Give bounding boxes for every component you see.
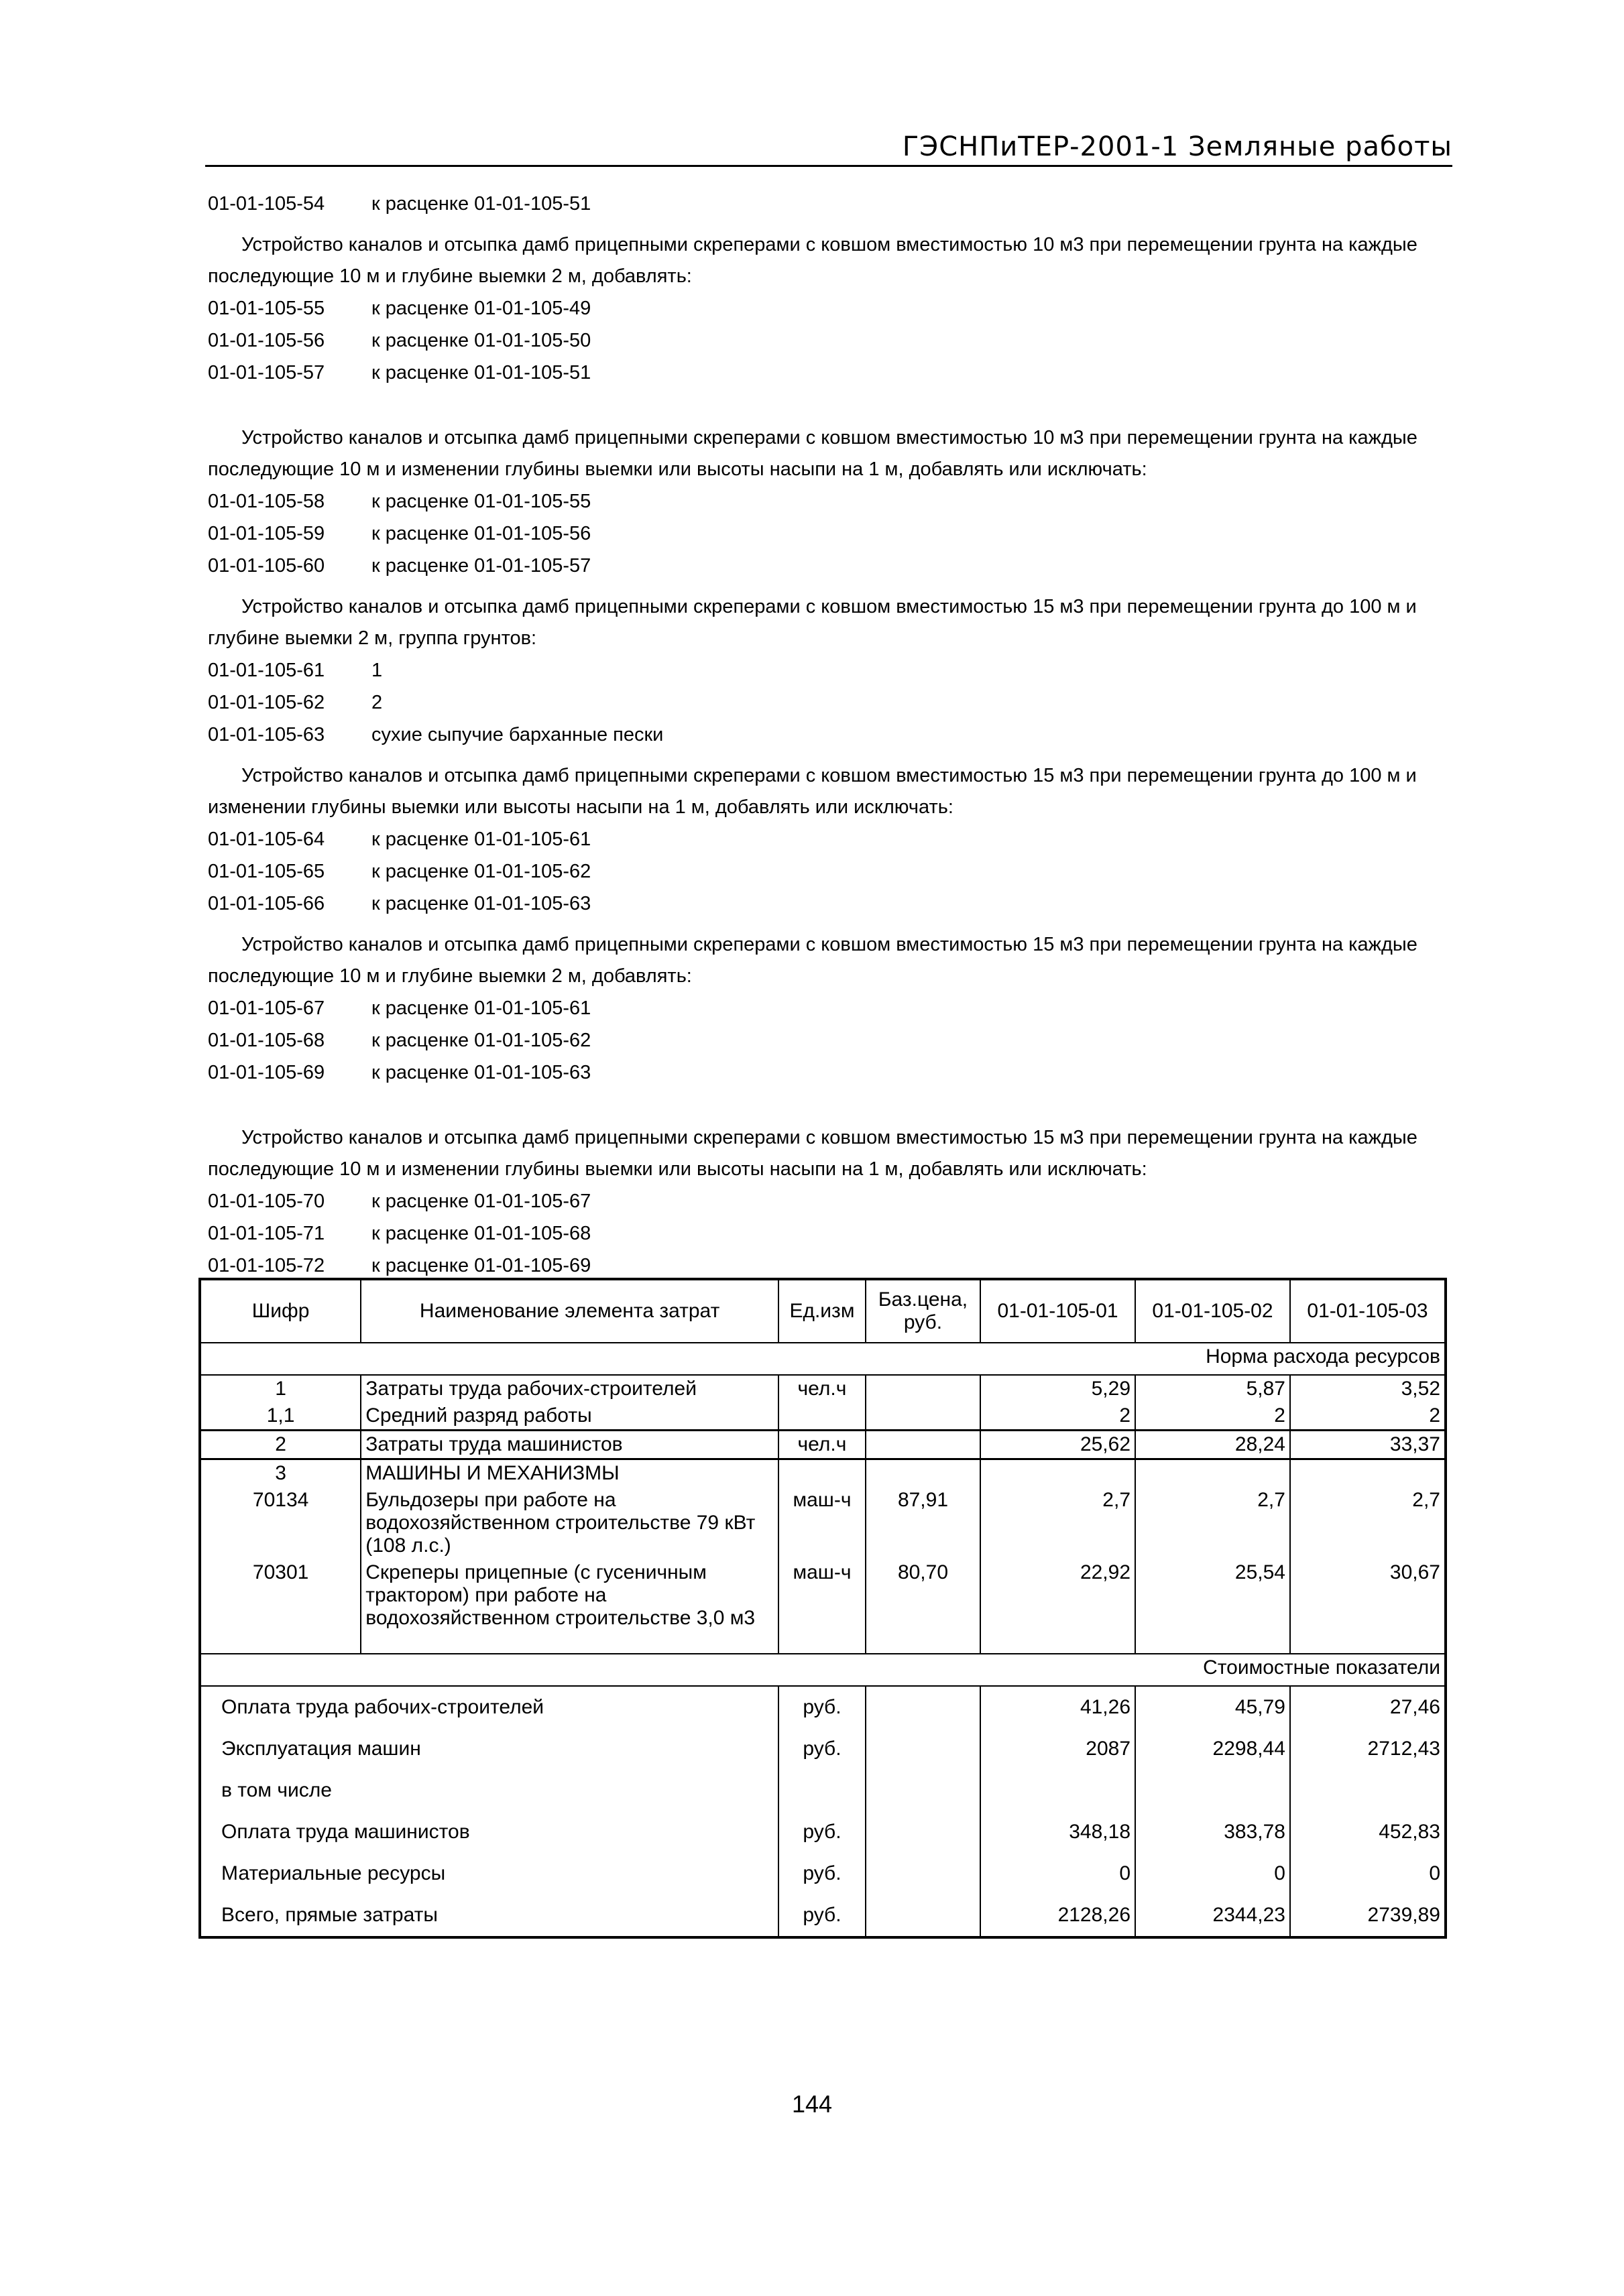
section-description: Устройство каналов и отсыпка дамб прицепными скреперами с ковшом вместимостью 15 м3 при перемещении грунта до 100 м и изменении глубины выемки или высоты насыпи на 1 м, добавлять или исключать:	[208, 765, 1417, 818]
rate-row	[208, 1024, 1452, 1056]
section-description: Устройство каналов и отсыпка дамб прицепными скреперами с ковшом вместимостью 10 м3 при перемещении грунта на каждые последующие 10 м и глубине выемки 2 м, добавлять:	[208, 234, 1417, 287]
row-name: Бульдозеры при работе на водохозяйственном строительстве 79 кВт (108 л.с.)	[361, 1487, 778, 1559]
row-code: 3	[200, 1459, 361, 1488]
table-header-row	[200, 1279, 1446, 1343]
cost-price	[866, 1811, 980, 1853]
row-value-col1: 25,62	[980, 1431, 1135, 1459]
row-name: Затраты труда машинистов	[361, 1431, 778, 1459]
rate-code: 01-01-105-63	[208, 724, 325, 745]
table-row	[200, 1487, 1446, 1559]
rate-code: 01-01-105-57	[208, 362, 325, 383]
cost-price	[866, 1686, 980, 1728]
rate-description: к расценке 01-01-105-57	[371, 555, 591, 577]
cost-name: в том числе	[200, 1770, 778, 1811]
table-row	[200, 1431, 1446, 1459]
rate-code: 01-01-105-65	[208, 861, 325, 882]
rate-row	[208, 357, 1452, 389]
rate-row	[208, 518, 1452, 550]
cost-unit: руб.	[778, 1811, 866, 1853]
cost-name: Всего, прямые затраты	[200, 1894, 778, 1937]
rate-row	[208, 823, 1452, 855]
rate-description: к расценке 01-01-105-50	[371, 330, 591, 351]
row-price	[866, 1375, 980, 1402]
row-value-col2: 28,24	[1135, 1431, 1290, 1459]
rate-code: 01-01-105-58	[208, 491, 325, 512]
row-price	[866, 1402, 980, 1431]
cost-value-col1	[980, 1770, 1135, 1811]
cost-row	[200, 1811, 1446, 1853]
row-code: 1,1	[200, 1402, 361, 1431]
cost-value-col2	[1135, 1770, 1290, 1811]
rate-code: 01-01-105-55	[208, 298, 325, 319]
row-name: Затраты труда рабочих-строителей	[361, 1375, 778, 1402]
header-title: ГЭСНПиТЕР-2001-1 Земляные работы	[902, 131, 1452, 162]
row-value-col3: 2	[1290, 1402, 1446, 1431]
rate-description: к расценке 01-01-105-51	[371, 193, 591, 215]
header-unit: Ед.изм	[778, 1279, 866, 1343]
rate-description: 1	[371, 660, 383, 681]
spacer-cell	[1135, 1632, 1290, 1654]
row-name: МАШИНЫ И МЕХАНИЗМЫ	[361, 1459, 778, 1488]
cost-value-col2: 2344,23	[1135, 1894, 1290, 1937]
cost-unit: руб.	[778, 1894, 866, 1937]
spacer-cell	[200, 1632, 361, 1654]
rate-row	[208, 654, 1452, 686]
cost-row	[200, 1894, 1446, 1937]
row-unit: чел.ч	[778, 1431, 866, 1459]
rate-row	[208, 1250, 1452, 1282]
spacer-cell	[361, 1632, 778, 1654]
rate-description: к расценке 01-01-105-61	[371, 829, 591, 850]
row-code: 70301	[200, 1559, 361, 1632]
row-value-col1	[980, 1459, 1135, 1488]
rate-description: к расценке 01-01-105-62	[371, 1030, 591, 1051]
cost-price	[866, 1853, 980, 1894]
rate-description: к расценке 01-01-105-51	[371, 362, 591, 383]
rate-code: 01-01-105-56	[208, 330, 325, 351]
section-description: Устройство каналов и отсыпка дамб прицепными скреперами с ковшом вместимостью 10 м3 при перемещении грунта на каждые последующие 10 м и изменении глубины выемки или высоты насыпи на 1 м, добавлять или исключать:	[208, 427, 1417, 480]
rate-description: к расценке 01-01-105-55	[371, 491, 591, 512]
spacer	[208, 1089, 1452, 1113]
cost-name: Материальные ресурсы	[200, 1853, 778, 1894]
cost-unit: руб.	[778, 1728, 866, 1770]
row-unit: маш-ч	[778, 1487, 866, 1559]
rate-row	[208, 485, 1452, 518]
rate-row	[208, 855, 1452, 888]
row-name: Средний разряд работы	[361, 1402, 778, 1431]
rate-row	[208, 324, 1452, 357]
cost-value-col1: 41,26	[980, 1686, 1135, 1728]
row-value-col1: 2,7	[980, 1487, 1135, 1559]
section-description: Устройство каналов и отсыпка дамб прицепными скреперами с ковшом вместимостью 15 м3 при перемещении грунта на каждые последующие 10 м и изменении глубины выемки или высоты насыпи на 1 м, добавлять или исключать:	[208, 1127, 1417, 1180]
cost-value-col1: 348,18	[980, 1811, 1135, 1853]
cost-name: Оплата труда рабочих-строителей	[200, 1686, 778, 1728]
row-value-col1: 5,29	[980, 1375, 1135, 1402]
rate-description: к расценке 01-01-105-69	[371, 1255, 591, 1276]
spacer-cell	[778, 1632, 866, 1654]
spacer	[208, 389, 1452, 413]
row-code: 2	[200, 1431, 361, 1459]
rate-code: 01-01-105-70	[208, 1191, 325, 1212]
row-unit	[778, 1402, 866, 1431]
row-unit	[778, 1459, 866, 1488]
norm-section-row	[200, 1343, 1446, 1375]
row-value-col3: 2,7	[1290, 1487, 1446, 1559]
row-value-col2: 25,54	[1135, 1559, 1290, 1632]
rate-row	[208, 292, 1452, 324]
rate-description: к расценке 01-01-105-67	[371, 1191, 591, 1212]
cost-row	[200, 1770, 1446, 1811]
cost-value-col1: 2128,26	[980, 1894, 1135, 1937]
resource-norm-table	[198, 1278, 1447, 1939]
cost-section-row	[200, 1654, 1446, 1686]
header-col2: 01-01-105-02	[1135, 1279, 1290, 1343]
cost-value-col3: 2739,89	[1290, 1894, 1446, 1937]
cost-price	[866, 1728, 980, 1770]
rate-code: 01-01-105-59	[208, 523, 325, 544]
table-row	[200, 1402, 1446, 1431]
cost-unit	[778, 1770, 866, 1811]
cost-value-col2: 45,79	[1135, 1686, 1290, 1728]
rate-description: к расценке 01-01-105-49	[371, 298, 591, 319]
rate-description: к расценке 01-01-105-62	[371, 861, 591, 882]
row-value-col3: 30,67	[1290, 1559, 1446, 1632]
row-value-col2	[1135, 1459, 1290, 1488]
cost-row	[200, 1686, 1446, 1728]
rate-description: к расценке 01-01-105-61	[371, 998, 591, 1019]
row-name: Скреперы прицепные (с гусеничным трактором) при работе на водохозяйственном строительстве 3,0 м3	[361, 1559, 778, 1632]
page-header	[205, 131, 1452, 167]
rate-description: к расценке 01-01-105-68	[371, 1223, 591, 1244]
cost-row	[200, 1728, 1446, 1770]
row-value-col1: 22,92	[980, 1559, 1135, 1632]
rate-description: к расценке 01-01-105-56	[371, 523, 591, 544]
cost-value-col2: 383,78	[1135, 1811, 1290, 1853]
cost-value-col3: 0	[1290, 1853, 1446, 1894]
spacer-cell	[866, 1632, 980, 1654]
table-row	[200, 1559, 1446, 1632]
norm-section-label: Норма расхода ресурсов	[200, 1343, 1446, 1375]
row-price	[866, 1431, 980, 1459]
cost-value-col3	[1290, 1770, 1446, 1811]
table-row	[200, 1459, 1446, 1488]
page-number: 144	[791, 2090, 833, 2118]
rate-description: 2	[371, 692, 383, 713]
cost-unit: руб.	[778, 1853, 866, 1894]
section-description: Устройство каналов и отсыпка дамб прицепными скреперами с ковшом вместимостью 15 м3 при перемещении грунта на каждые последующие 10 м и глубине выемки 2 м, добавлять:	[208, 934, 1417, 987]
rate-code: 01-01-105-64	[208, 829, 325, 850]
cost-name: Оплата труда машинистов	[200, 1811, 778, 1853]
rate-code: 01-01-105-71	[208, 1223, 325, 1244]
rate-row	[208, 550, 1452, 582]
rate-code: 01-01-105-66	[208, 893, 325, 914]
rate-row	[208, 1217, 1452, 1250]
rate-code: 01-01-105-72	[208, 1255, 325, 1276]
row-code: 1	[200, 1375, 361, 1402]
rate-row	[208, 188, 1452, 220]
row-unit: маш-ч	[778, 1559, 866, 1632]
spacer-row	[200, 1632, 1446, 1654]
cost-value-col2: 0	[1135, 1853, 1290, 1894]
header-price: Баз.цена, руб.	[866, 1279, 980, 1343]
table-row	[200, 1375, 1446, 1402]
row-value-col3: 3,52	[1290, 1375, 1446, 1402]
cost-price	[866, 1894, 980, 1937]
spacer-cell	[1290, 1632, 1446, 1654]
row-price	[866, 1459, 980, 1488]
rate-description: сухие сыпучие барханные пески	[371, 724, 664, 745]
row-value-col2: 2	[1135, 1402, 1290, 1431]
row-value-col3	[1290, 1459, 1446, 1488]
rate-description: к расценке 01-01-105-63	[371, 1062, 591, 1083]
rate-code: 01-01-105-68	[208, 1030, 325, 1051]
row-value-col2: 2,7	[1135, 1487, 1290, 1559]
rate-code: 01-01-105-61	[208, 660, 325, 681]
cost-value-col1: 2087	[980, 1728, 1135, 1770]
cost-value-col3: 2712,43	[1290, 1728, 1446, 1770]
rate-row	[208, 686, 1452, 719]
rate-code: 01-01-105-54	[208, 193, 325, 215]
rate-row	[208, 992, 1452, 1024]
header-col3: 01-01-105-03	[1290, 1279, 1446, 1343]
rate-code: 01-01-105-67	[208, 998, 325, 1019]
row-code: 70134	[200, 1487, 361, 1559]
rate-code: 01-01-105-62	[208, 692, 325, 713]
section-description: Устройство каналов и отсыпка дамб прицепными скреперами с ковшом вместимостью 15 м3 при перемещении грунта до 100 м и глубине выемки 2 м, группа грунтов:	[208, 596, 1417, 649]
row-unit: чел.ч	[778, 1375, 866, 1402]
row-price: 87,91	[866, 1487, 980, 1559]
rate-description: к расценке 01-01-105-63	[371, 893, 591, 914]
rate-row	[208, 888, 1452, 920]
document-body	[208, 188, 1452, 1282]
header-col1: 01-01-105-01	[980, 1279, 1135, 1343]
cost-value-col3: 452,83	[1290, 1811, 1446, 1853]
cost-value-col3: 27,46	[1290, 1686, 1446, 1728]
rate-row	[208, 719, 1452, 751]
cost-price	[866, 1770, 980, 1811]
cost-value-col2: 2298,44	[1135, 1728, 1290, 1770]
row-value-col2: 5,87	[1135, 1375, 1290, 1402]
rate-row	[208, 1185, 1452, 1217]
cost-value-col1: 0	[980, 1853, 1135, 1894]
cost-row	[200, 1853, 1446, 1894]
rate-code: 01-01-105-60	[208, 555, 325, 577]
row-price: 80,70	[866, 1559, 980, 1632]
rate-row	[208, 1056, 1452, 1089]
cost-name: Эксплуатация машин	[200, 1728, 778, 1770]
header-name: Наименование элемента затрат	[361, 1279, 778, 1343]
row-value-col1: 2	[980, 1402, 1135, 1431]
row-value-col3: 33,37	[1290, 1431, 1446, 1459]
spacer-cell	[980, 1632, 1135, 1654]
rate-code: 01-01-105-69	[208, 1062, 325, 1083]
cost-unit: руб.	[778, 1686, 866, 1728]
header-code: Шифр	[200, 1279, 361, 1343]
cost-section-label: Стоимостные показатели	[200, 1654, 1446, 1686]
